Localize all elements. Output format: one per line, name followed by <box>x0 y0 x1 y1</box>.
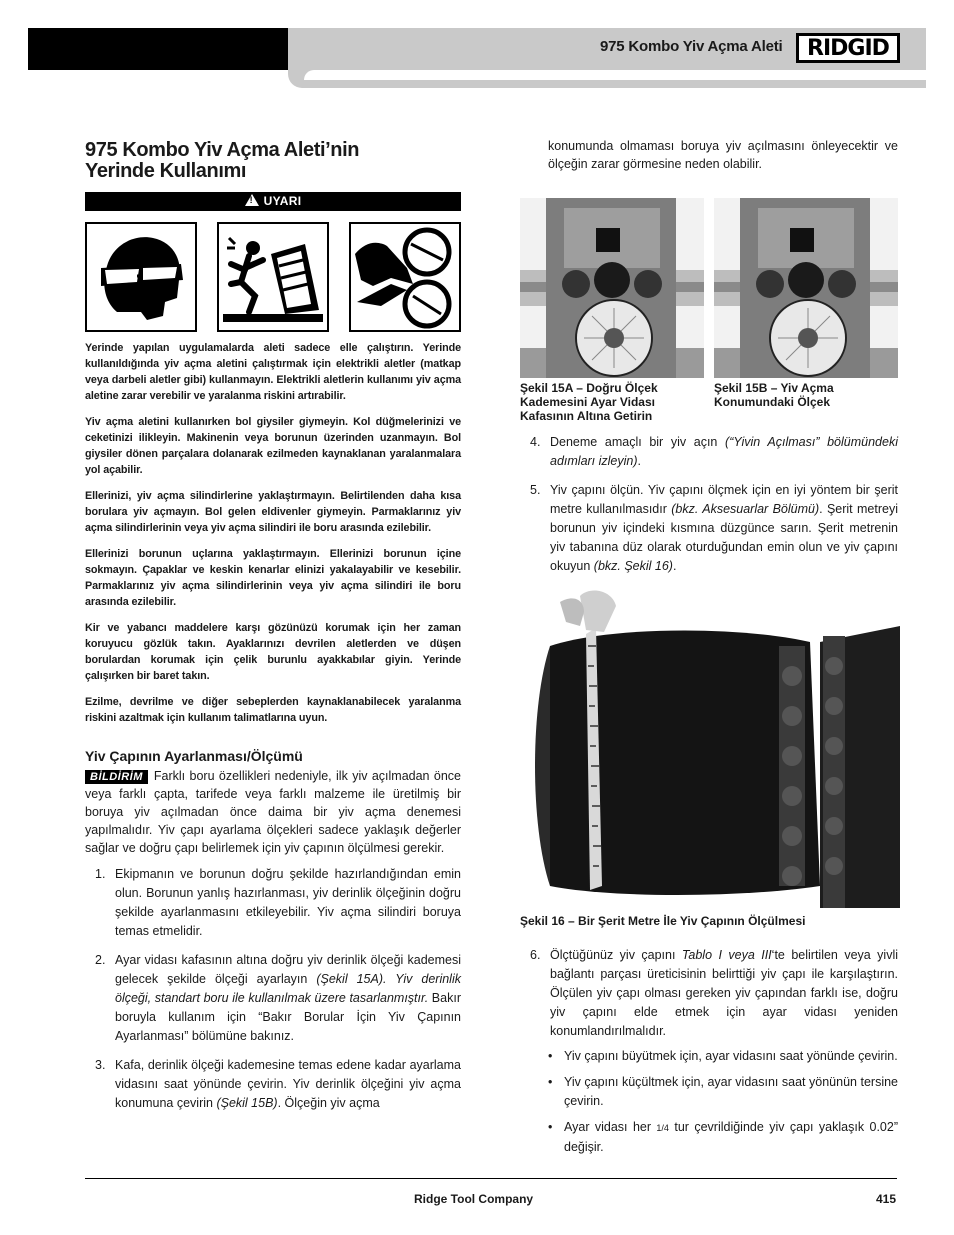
list-item: 5. Yiv çapını ölçün. Yiv çapını ölçmek için en iyi yöntem bir şerit metre kullanılmasıdır (bkz. Aksesuarlar Bölümü). Şerit metreyi borunun yiv içindeki kısmına düzgünce sarın. Şerit metrenin yiv tabanına düz olarak oturduğundan emin olun ve yiv çapını okuyun (bkz. Şekil 16). <box>530 483 898 573</box>
continuation-paragraph: konumunda olmaması boruya yiv açılmasını önleyecektir ve ölçeğin zarar görmesine neden olabilir. <box>548 139 898 171</box>
warning-paragraph: Ezilme, devrilme ve diğer sebeplerden kaynaklanabilecek yaralanma riskini azaltmak için kullanım talimatlarına uyun. <box>85 696 461 724</box>
warning-paragraph: Yiv açma aletini kullanırken bol giysiler giymeyin. Kol düğmelerinizi ve ceketinizi ilikleyin. Makinenin veya borunun üzerinden uzanmayın. Bol giysiler dönen parçalara dolanarak ezilmeden kaynaklanan yaralanmalara yol açabilir. <box>85 416 461 476</box>
bullet-item: • Yiv çapını büyütmek için, ayar vidasını saat yönünde çevirin. <box>548 1049 898 1063</box>
figure-16-caption: Şekil 16 – Bir Şerit Metre İle Yiv Çapının Ölçülmesi <box>520 914 806 928</box>
subheading: Yiv Çapının Ayarlanması/Ölçümü <box>85 748 303 764</box>
safety-icons <box>85 222 461 332</box>
warning-bar: !UYARI <box>85 192 461 211</box>
list-item: 6. Ölçtüğünüz yiv çapını Tablo I veya III‘te belirtilen veya yivli bağlantı parçası üreticisinin belirttiği yiv çapı ile karşılaştırın. Ölçülen yiv çapı olması gereken yiv çapından farklı ise, doğru yiv çapını elde etmek için ayar vidası yeniden konumlandırılmalıdır. <box>530 948 898 1038</box>
ridgid-logo: RIDGID <box>796 33 900 63</box>
right-column <box>520 137 898 1164</box>
warning-triangle-icon <box>245 194 259 206</box>
footer-company: Ridge Tool Company <box>414 1192 534 1206</box>
bullet-item: • Yiv çapını küçültmek için, ayar vidasını saat yönünün tersine çevirin. <box>548 1075 898 1108</box>
bullet-item: • Ayar vidası her 1/4 tur çevrildiğinde yiv çapı yaklaşık 0.02” değişir. <box>548 1120 898 1154</box>
figure-15a-caption: Şekil 15A – Doğru Ölçek Kademesini Ayar Vidası Kafasının Altına Getirin <box>520 381 658 423</box>
list-item: 1. Ekipmanın ve borunun doğru şekilde hazırlandığından emin olun. Borunun yanlış hazırlanması, yiv derinlik ölçeğinin doğru şekilde ayarlanmasını etkileyebilir. Yiv açma silindiri boruya temas etmelidir. <box>95 867 461 938</box>
warning-paragraph: Ellerinizi borunun uçlarına yaklaştırmayın. Ellerinizi borunun içine sokmayın. Çapaklar ve keskin kenarlar elinizi yakalayabilir ve kesebilir. Parmaklarınız yiv açma silindirlerinin veya yiv açma silindiri ile boru arasında ezilebilir. <box>85 548 461 608</box>
header-title: 975 Kombo Yiv Açma Aleti <box>600 38 783 55</box>
footer-rule <box>85 1178 897 1179</box>
warning-paragraph: Yerinde yapılan uygulamalarda aleti sadece elle çalıştırın. Yerinde kullanıldığında yiv açma aletini çalıştırmak için elektrikli aletler (matkap veya darbeli aletler gibi) kullanmayın. Elektrikli aletlerin kullanımı yiv açma aletine zarar verebilir ve yaralanma riskini artırabilir. <box>85 342 461 402</box>
list-item: 3. Kafa, derinlik ölçeği kademesine temas edene kadar ayarlama vidasını saat yönünde çevirin. Yiv derinlik ölçeğini yiv açma konumuna çevirin (Şekil 15B). Ölçeğin yiv açma <box>95 1058 461 1110</box>
list-item: 4. Deneme amaçlı bir yiv açın (“Yivin Açılması” bölümündeki adımları izleyin). <box>530 435 898 468</box>
left-column <box>85 140 461 1123</box>
figure-15b-caption: Şekil 15B – Yiv Açma Konumundaki Ölçek <box>714 381 834 409</box>
gauge-photo-15b <box>714 198 898 378</box>
list-item: 2. Ayar vidası kafasının altına doğru yiv derinlik ölçeği kademesi gelecek şekilde ölçeği ayarlayın (Şekil 15A). Yiv derinlik ölçeği, standart boru ile kullanılmak üzere tasarlanmıştır. Bakır boruyla kullanım için “Bakır Borular İçin Yiv Çapının Ayarlanması” bölümüne bakınız. <box>95 953 461 1043</box>
tape-measure-photo <box>520 586 900 908</box>
safety-glasses-helmet-icon <box>85 222 197 332</box>
falling-equipment-icon <box>217 222 329 332</box>
gauge-photo-15a <box>520 198 704 378</box>
page-number: 415 <box>876 1192 897 1206</box>
figure-15b <box>714 198 898 423</box>
figure-15-row <box>520 198 898 423</box>
notice-badge: BİLDİRİM <box>85 770 148 784</box>
notice-paragraph: BİLDİRİM Farklı boru özellikleri nedeniyle, ilk yiv açılmadan önce veya farklı çapta, tarifede veya farklı malzeme ile üretilmiş bir boruya yiv açılmadan önce daima bir yiv açma denemesi yapılmalıdır. Yiv çapı ayarlama ölçekleri sadece yaklaşık değerler sağlar ve doğru çapı belirlemek için yiv çapının ölçülmesi gerekir. <box>85 769 461 855</box>
figure-16 <box>520 586 898 928</box>
steps-list <box>85 865 461 1113</box>
header-black-band <box>28 28 288 70</box>
figure-15a <box>520 198 704 423</box>
warning-paragraph: Ellerinizi, yiv açma silindirlerine yaklaştırmayın. Belirtilenden daha kısa borulara yiv açmayın. Bol gelen eldivenler giymeyin. Parmaklarınız yiv açma silindirlerinin veya yiv açma silindiri ile boru arasında ezilebilir. <box>85 490 461 534</box>
crush-hand-rollers-icon <box>349 222 461 332</box>
warning-paragraph: Kir ve yabancı maddelere karşı gözünüzü korumak için her zaman koruyucu gözlük takın. Ayaklarınızı devrilen aletlerden ve düşen borulardan korumak için çelik burunlu ayakkabılar giyin. Yerinde çalışırken bir baret takın. <box>85 622 461 682</box>
section-heading: 975 Kombo Yiv Açma Aleti’nin Yerinde Kullanımı <box>85 139 360 182</box>
